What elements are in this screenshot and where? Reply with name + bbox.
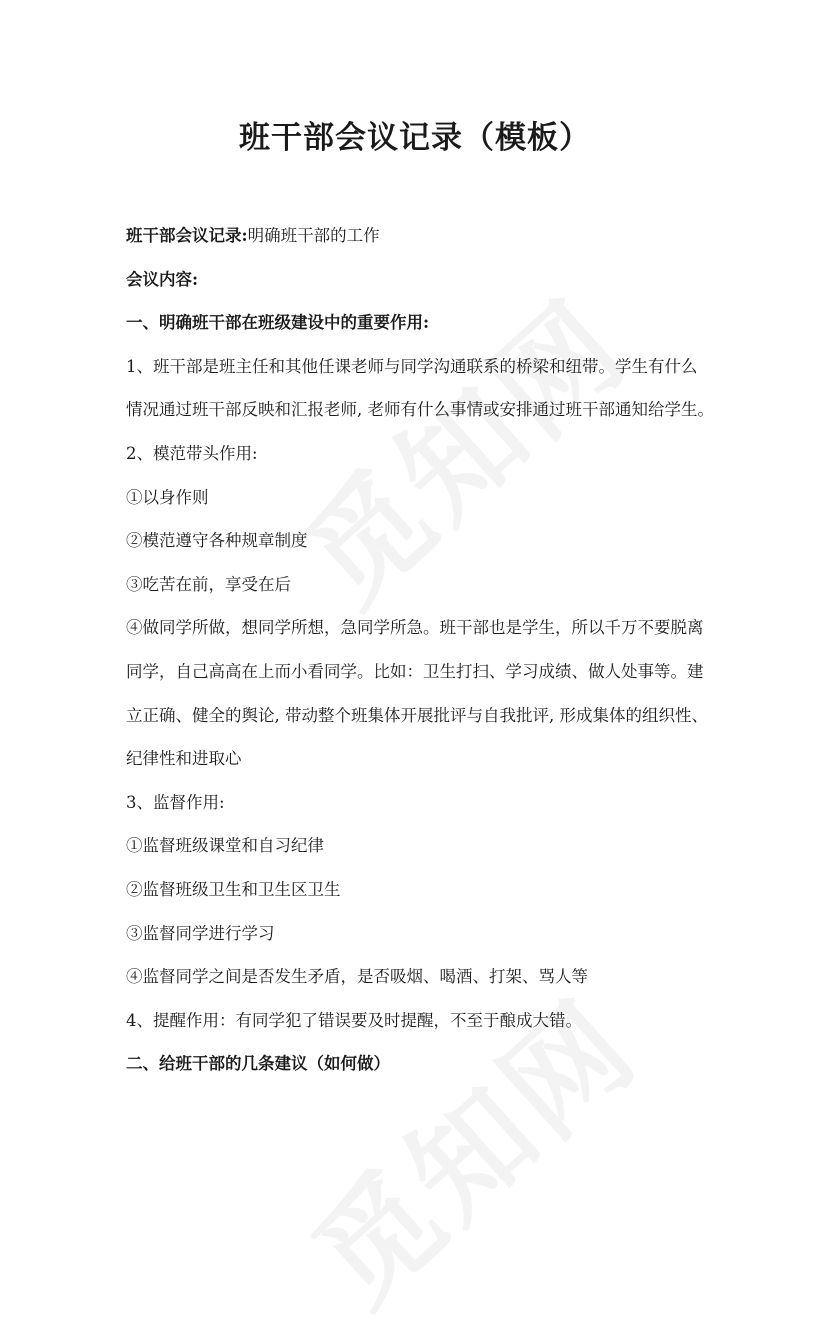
subject-label: 班干部会议记录: [126,226,248,245]
document-title: 班干部会议记录（模板） [239,120,591,156]
paragraph-line: ①以身作则 [126,487,209,507]
paragraph-line: ④做同学所做，想同学所想，急同学所急。班干部也是学生，所以千万不要脱离 [126,618,704,638]
subject-text: 明确班干部的工作 [247,226,380,245]
paragraph-line: 2、模范带头作用: [126,443,258,463]
section-heading: 一、明确班干部在班级建设中的重要作用: [126,313,430,333]
body-lines [126,258,726,1086]
paragraph-line: 同学，自己高高在上而小看同学。比如：卫生打扫、学习成绩、做人处事等。建 [126,661,704,681]
paragraph-line: 纪律性和进取心 [126,749,242,769]
paragraph-line: ③监督同学进行学习 [126,923,275,943]
paragraph-line: ②模范遵守各种规章制度 [126,531,308,551]
subject-line [126,214,726,258]
paragraph-line: 1、班干部是班主任和其他任课老师与同学沟通联系的桥梁和纽带。学生有什么 [126,356,698,376]
paragraph-line: ②监督班级卫生和卫生区卫生 [126,879,341,899]
paragraph-line: ③吃苦在前，享受在后 [126,574,291,594]
document-body [126,214,726,1086]
paragraph-line: ④监督同学之间是否发生矛盾，是否吸烟、喝酒、打架、骂人等 [126,967,588,987]
paragraph-line: 4、提醒作用：有同学犯了错误要及时提醒，不至于酿成大错。 [126,1010,582,1030]
paragraph-line: 情况通过班干部反映和汇报老师, 老师有什么事情或安排通过班干部通知给学生。 [126,400,714,420]
paragraph-line: 3、监督作用: [126,792,225,812]
section-heading: 二、给班干部的几条建议（如何做） [126,1054,390,1074]
paragraph-line: 立正确、健全的舆论, 带动整个班集体开展批评与自我批评, 形成集体的组织性、 [126,705,708,725]
section-heading: 会议内容: [126,269,199,289]
paragraph-line: ①监督班级课堂和自习纪律 [126,836,324,856]
